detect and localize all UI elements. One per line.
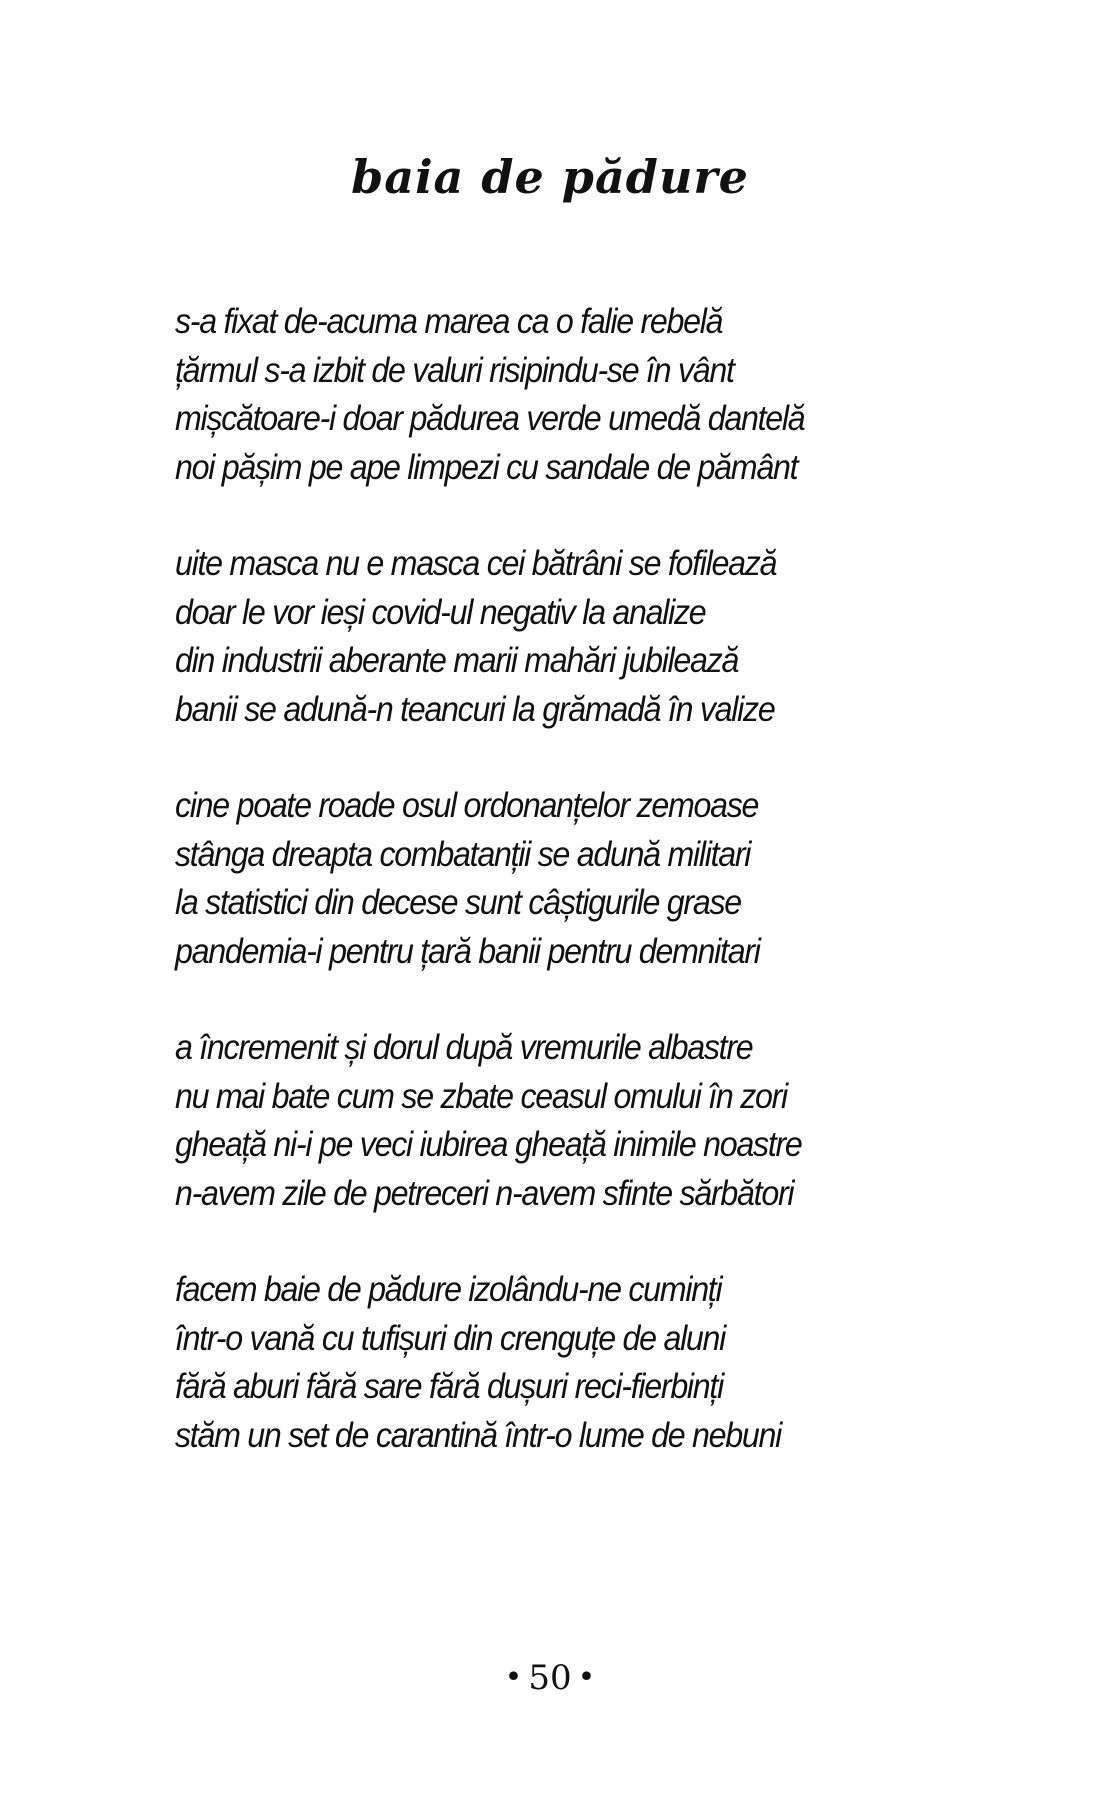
poem-title: baia de pădure — [351, 150, 749, 204]
verse-line: la statistici din decese sunt câștigurile grase — [175, 883, 741, 922]
verse-line: facem baie de pădure izolându-ne cuminți — [175, 1270, 722, 1309]
verse-line: mișcătoare-i doar pădurea verde umedă dantelă — [175, 399, 805, 438]
verse-line: s-a fixat de-acuma marea ca o falie rebelă — [175, 302, 723, 341]
verse-line: pandemia-i pentru țară banii pentru demnitari — [175, 931, 760, 971]
verse-line: cine poate roade osul ordonanțelor zemoase — [175, 786, 759, 825]
page-number-footer — [0, 1658, 1100, 1698]
bullet-left: • — [504, 1660, 523, 1695]
verse-line: banii se adună-n teancuri la grămadă în valize — [175, 689, 775, 729]
verse-line: gheață ni-i pe veci iubirea gheață inimile noastre — [175, 1125, 802, 1164]
verse-line: uite masca nu e masca cei bătrâni se fofilează — [175, 544, 777, 583]
verse-line: fără aburi fără sare fără dușuri reci-fierbinți — [175, 1367, 723, 1406]
verse-line: țărmul s-a izbit de valuri risipindu-se în vânt — [175, 350, 734, 390]
verse-line: din industrii aberante marii mahări jubilează — [175, 641, 739, 680]
stanza — [175, 540, 966, 734]
verse-line: într-o vană cu tufișuri din crenguțe de aluni — [175, 1318, 726, 1358]
verse-line: doar le vor ieși covid-ul negativ la analize — [175, 592, 706, 632]
bullet-right: • — [577, 1660, 596, 1695]
stanza — [175, 782, 966, 976]
verse-line: stânga dreapta combatanții se adună militari — [175, 834, 751, 874]
stanza — [175, 298, 966, 492]
verse-line: stăm un set de carantină într-o lume de nebuni — [175, 1415, 782, 1455]
verse-line: noi pășim pe ape limpezi cu sandale de pământ — [175, 447, 798, 487]
verse-line: a încremenit și dorul după vremurile albastre — [175, 1028, 753, 1067]
verse-line: n-avem zile de petreceri n-avem sfinte sărbători — [175, 1173, 794, 1213]
page-number: 50 — [528, 1658, 572, 1698]
poem-body — [175, 298, 966, 1508]
verse-line: nu mai bate cum se zbate ceasul omului în zori — [175, 1076, 787, 1116]
stanza — [175, 1266, 966, 1460]
stanza — [175, 1024, 966, 1218]
